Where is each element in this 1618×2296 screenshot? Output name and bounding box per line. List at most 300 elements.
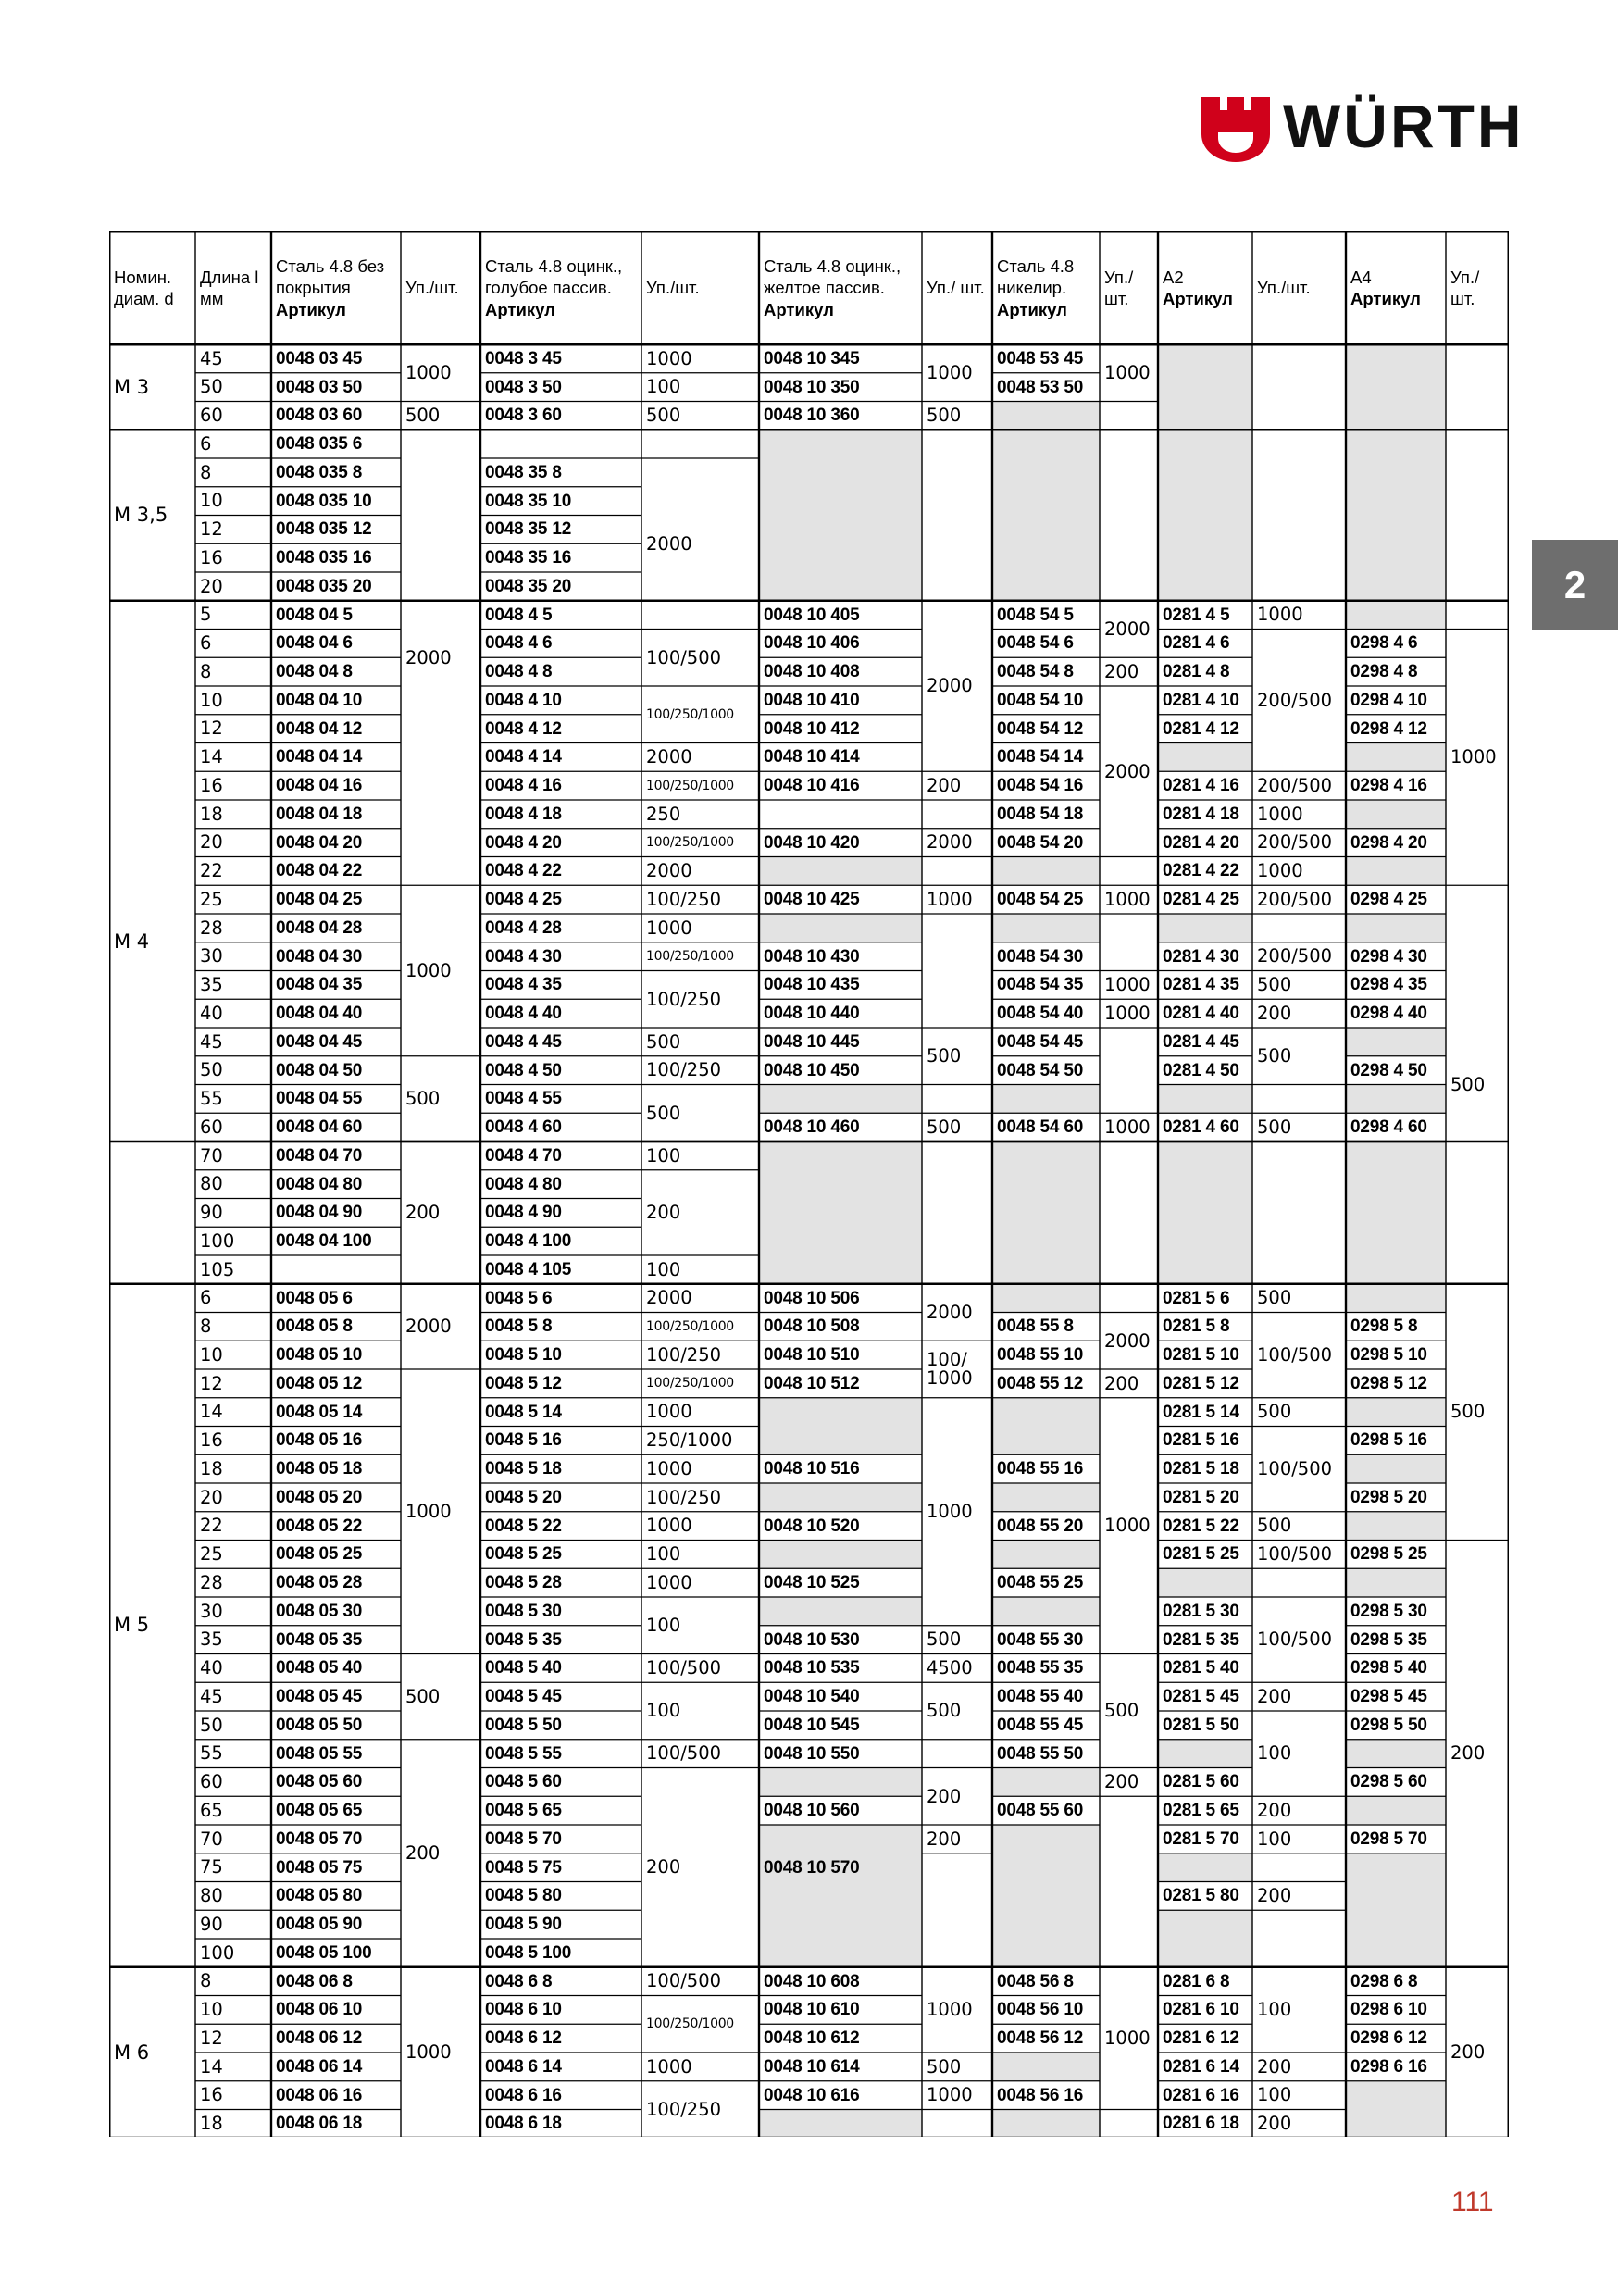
article-nickel-cell: 0048 55 60 — [997, 1801, 1084, 1821]
article-blue-cell: 0048 6 14 — [485, 2056, 562, 2077]
header-article-label: Артикул — [1163, 289, 1233, 308]
gray-empty-cell — [1158, 1853, 1252, 1882]
article-a4-cell: 0298 4 12 — [1350, 718, 1427, 739]
article-blue-cell: 0048 5 25 — [485, 1544, 562, 1565]
article-nickel-cell: 0048 53 50 — [997, 377, 1084, 397]
article-a2-cell: 0281 5 30 — [1163, 1601, 1239, 1621]
length-cell: 16 — [200, 774, 223, 796]
article-blue-cell: 0048 4 10 — [485, 690, 562, 710]
article-steel-cell: 0048 035 10 — [276, 491, 372, 511]
article-blue-cell: 0048 4 12 — [485, 718, 562, 739]
length-cell: 16 — [200, 546, 223, 568]
length-cell: 35 — [200, 1628, 223, 1651]
article-steel-cell: 0048 06 14 — [276, 2056, 363, 2077]
pack-qty-cell: 200 — [927, 1828, 962, 1850]
article-nickel-cell: 0048 54 8 — [997, 662, 1074, 682]
header-cell — [1100, 231, 1158, 344]
pack-qty-cell: 1000 — [405, 1501, 452, 1522]
header-text — [1163, 267, 1233, 309]
article-a4-cell: 0298 5 50 — [1350, 1715, 1427, 1735]
gray-empty-cell — [1346, 1085, 1446, 1114]
article-yellow-cell: 0048 10 614 — [764, 2056, 860, 2077]
length-cell: 10 — [200, 490, 223, 512]
gray-empty-cell — [1346, 1796, 1446, 1825]
header-text — [405, 277, 459, 298]
length-cell: 6 — [200, 1287, 212, 1309]
length-cell: 20 — [200, 1486, 223, 1508]
article-blue-cell: 0048 5 18 — [485, 1459, 562, 1479]
article-steel-cell: 0048 04 6 — [276, 633, 353, 654]
pack-qty-cell: 100 — [646, 1700, 681, 1722]
article-blue-cell: 0048 35 20 — [485, 576, 572, 596]
section-tab[interactable]: 2 — [1532, 540, 1618, 630]
article-nickel-cell: 0048 54 40 — [997, 1004, 1084, 1024]
article-a2-cell: 0281 4 18 — [1163, 804, 1239, 824]
pack-qty-cell: 200 — [1257, 1799, 1292, 1821]
product-table — [109, 231, 1509, 2137]
article-a2-cell: 0281 4 12 — [1163, 718, 1239, 739]
article-blue-cell: 0048 35 12 — [485, 519, 572, 540]
pack-qty-cell: 200 — [1257, 1685, 1292, 1707]
article-a2-cell: 0281 5 25 — [1163, 1544, 1239, 1565]
length-cell: 8 — [200, 461, 212, 483]
pack-qty-cell: 100/500 — [646, 1657, 722, 1679]
article-steel-cell: 0048 06 18 — [276, 2114, 363, 2134]
pack-qty-cell: 200 — [1257, 2113, 1292, 2135]
gray-empty-cell — [992, 1398, 1100, 1455]
article-steel-cell: 0048 05 45 — [276, 1687, 363, 1707]
length-cell: 65 — [200, 1799, 223, 1821]
pack-qty-cell: 500 — [1104, 1700, 1139, 1722]
article-nickel-cell: 0048 54 10 — [997, 690, 1084, 710]
gray-empty-cell — [992, 1597, 1100, 1626]
article-a4-cell: 0298 4 20 — [1350, 832, 1427, 853]
article-blue-cell: 0048 5 70 — [485, 1828, 562, 1849]
pack-qty-cell: 100/250 — [646, 1343, 722, 1366]
header-label: Уп./шт. — [1257, 278, 1311, 298]
pack-qty-cell: 2000 — [927, 1301, 973, 1323]
pack-qty-cell: 200 — [1450, 2041, 1486, 2064]
article-steel-cell: 0048 04 60 — [276, 1117, 363, 1138]
pack-qty-cell: 1000 — [1104, 2027, 1151, 2049]
length-cell: 50 — [200, 1714, 223, 1736]
article-a2-cell: 0281 5 80 — [1163, 1886, 1239, 1906]
article-yellow-cell: 0048 10 435 — [764, 975, 860, 995]
article-yellow-cell: 0048 10 560 — [764, 1801, 860, 1821]
length-cell: 12 — [200, 1372, 223, 1394]
article-steel-cell: 0048 04 14 — [276, 747, 363, 767]
gray-empty-cell — [759, 857, 922, 886]
gray-empty-cell — [1346, 2081, 1446, 2137]
gray-empty-cell — [1158, 743, 1252, 772]
article-a2-cell: 0281 5 35 — [1163, 1629, 1239, 1650]
header-text — [764, 256, 918, 319]
article-blue-cell: 0048 4 18 — [485, 804, 562, 824]
gray-empty-cell — [1346, 800, 1446, 829]
length-cell: 12 — [200, 718, 223, 740]
article-steel-cell: 0048 04 16 — [276, 776, 363, 796]
length-cell: 22 — [200, 1515, 223, 1537]
article-yellow-cell: 0048 10 412 — [764, 718, 860, 739]
article-blue-cell: 0048 5 60 — [485, 1772, 562, 1792]
article-steel-cell: 0048 05 30 — [276, 1601, 363, 1621]
length-cell: 60 — [200, 1116, 223, 1138]
article-steel-cell: 0048 06 8 — [276, 1971, 353, 1991]
gray-empty-cell — [1346, 344, 1446, 630]
gray-empty-cell — [992, 857, 1100, 886]
gray-empty-cell — [992, 1825, 1100, 1967]
header-text — [1104, 267, 1154, 309]
article-blue-cell: 0048 5 20 — [485, 1487, 562, 1507]
pack-qty-cell: 100 — [646, 1258, 681, 1280]
gray-empty-cell — [1158, 1568, 1252, 1597]
header-label: Уп./ шт. — [1450, 267, 1480, 308]
pack-qty-cell: 500 — [1257, 1116, 1292, 1138]
header-article-label: Артикул — [764, 299, 834, 319]
pack-qty-cell: 500 — [405, 405, 441, 427]
article-blue-cell: 0048 4 35 — [485, 975, 562, 995]
header-cell — [195, 231, 271, 344]
article-a4-cell: 0298 5 35 — [1350, 1629, 1427, 1650]
article-steel-cell: 0048 04 12 — [276, 718, 363, 739]
pack-qty-cell: 200 — [405, 1842, 441, 1864]
page-number: 111 — [1451, 2187, 1494, 2217]
article-blue-cell: 0048 3 50 — [485, 377, 562, 397]
article-blue-cell: 0048 5 75 — [485, 1857, 562, 1878]
article-steel-cell: 0048 04 90 — [276, 1203, 363, 1223]
article-a2-cell: 0281 5 45 — [1163, 1687, 1239, 1707]
length-cell: 5 — [200, 604, 212, 626]
pack-qty-cell: 200/500 — [1257, 888, 1333, 910]
gray-empty-cell — [992, 1085, 1100, 1114]
pack-qty-cell: 1000 — [927, 1501, 973, 1522]
article-steel-cell: 0048 04 25 — [276, 890, 363, 910]
pack-qty-cell: 2000 — [646, 746, 692, 768]
article-a2-cell: 0281 6 12 — [1163, 2028, 1239, 2049]
length-cell: 80 — [200, 1885, 223, 1907]
length-cell: 50 — [200, 1059, 223, 1081]
article-a4-cell: 0298 4 25 — [1350, 890, 1427, 910]
header-cell — [992, 231, 1100, 344]
article-yellow-cell: 0048 10 410 — [764, 690, 860, 710]
pack-qty-cell: 1000 — [1257, 604, 1303, 626]
article-a2-cell: 0281 6 18 — [1163, 2114, 1239, 2134]
pack-qty-cell: 1000 — [646, 347, 692, 369]
pack-qty-cell: 500 — [927, 2055, 962, 2078]
length-cell: 50 — [200, 376, 223, 398]
article-blue-cell: 0048 4 5 — [485, 605, 553, 625]
article-blue-cell: 0048 6 12 — [485, 2028, 562, 2049]
article-nickel-cell: 0048 55 30 — [997, 1629, 1084, 1650]
article-steel-cell: 0048 04 70 — [276, 1145, 363, 1166]
article-yellow-cell: 0048 10 612 — [764, 2028, 860, 2049]
header-article-label: Артикул — [276, 299, 346, 319]
article-a2-cell: 0281 5 18 — [1163, 1459, 1239, 1479]
article-a4-cell: 0298 4 6 — [1350, 633, 1418, 654]
article-blue-cell: 0048 5 55 — [485, 1743, 562, 1764]
pack-qty-cell: 1000 — [646, 917, 692, 939]
gray-empty-cell — [1346, 1853, 1446, 1967]
article-blue-cell: 0048 4 70 — [485, 1145, 562, 1166]
article-yellow-cell: 0048 10 445 — [764, 1031, 860, 1052]
pack-qty-cell: 100/500 — [646, 646, 722, 668]
pack-qty-cell: 100/500 — [646, 1742, 722, 1765]
article-yellow-cell: 0048 10 545 — [764, 1715, 860, 1735]
pack-qty-cell: 100/500 — [646, 1970, 722, 1992]
article-nickel-cell: 0048 54 25 — [997, 890, 1084, 910]
article-a4-cell: 0298 4 40 — [1350, 1004, 1427, 1024]
gray-empty-cell — [759, 430, 922, 601]
article-steel-cell: 0048 05 80 — [276, 1886, 363, 1906]
article-blue-cell: 0048 5 8 — [485, 1316, 553, 1337]
pack-qty-cell: 1000 — [646, 1571, 692, 1593]
gray-empty-cell — [759, 1483, 922, 1512]
article-yellow-cell: 0048 10 430 — [764, 946, 860, 967]
header-text — [646, 277, 700, 298]
article-blue-cell: 0048 4 14 — [485, 747, 562, 767]
article-blue-cell: 0048 5 14 — [485, 1402, 562, 1422]
header-text — [114, 267, 192, 309]
gray-empty-cell — [1158, 1142, 1252, 1284]
gray-empty-cell — [1158, 1740, 1252, 1768]
pack-qty-cell: 1000 — [646, 2055, 692, 2078]
gray-empty-cell — [1346, 1142, 1446, 1313]
gray-empty-cell — [759, 1085, 922, 1114]
article-steel-cell: 0048 03 60 — [276, 406, 363, 426]
pack-qty-cell: 2000 — [927, 675, 973, 697]
pack-qty-cell: 100/250 — [646, 1059, 722, 1081]
article-a2-cell: 0281 5 60 — [1163, 1772, 1239, 1792]
pack-qty-cell: 1000 — [646, 1515, 692, 1537]
article-steel-cell: 0048 04 20 — [276, 832, 363, 853]
article-steel-cell: 0048 05 70 — [276, 1828, 363, 1849]
article-a4-cell: 0298 5 30 — [1350, 1601, 1427, 1621]
article-a2-cell: 0281 4 5 — [1163, 605, 1230, 625]
pack-qty-cell: 200 — [1104, 1771, 1139, 1793]
article-steel-cell: 0048 06 10 — [276, 2000, 363, 2020]
gray-empty-cell — [1346, 743, 1446, 772]
article-steel-cell: 0048 04 10 — [276, 690, 363, 710]
length-cell: 14 — [200, 2055, 223, 2078]
pack-qty-cell: 200 — [1257, 1002, 1292, 1024]
length-cell: 90 — [200, 1913, 223, 1935]
article-steel-cell: 0048 05 50 — [276, 1715, 363, 1735]
article-nickel-cell: 0048 56 8 — [997, 1971, 1074, 1991]
article-blue-cell: 0048 4 22 — [485, 861, 562, 881]
header-text — [200, 267, 268, 309]
pack-qty-cell: 100 — [646, 1615, 681, 1636]
article-steel-cell: 0048 035 20 — [276, 576, 372, 596]
pack-qty-cell: 1000 — [1104, 888, 1151, 910]
pack-qty-cell: 2000 — [646, 1287, 692, 1309]
pack-qty-cell: 1000 — [1104, 1002, 1151, 1024]
article-blue-cell: 0048 5 35 — [485, 1629, 562, 1650]
article-blue-cell: 0048 4 6 — [485, 633, 553, 654]
pack-qty-cell: 100/250/1000 — [646, 1318, 734, 1334]
pack-qty-cell: 2000 — [405, 646, 452, 668]
article-steel-cell: 0048 05 20 — [276, 1487, 363, 1507]
article-blue-cell: 0048 4 80 — [485, 1174, 562, 1194]
article-steel-cell: 0048 05 40 — [276, 1658, 363, 1678]
article-a2-cell: 0281 4 25 — [1163, 890, 1239, 910]
article-steel-cell: 0048 035 12 — [276, 519, 372, 540]
article-a2-cell: 0281 5 22 — [1163, 1516, 1239, 1536]
length-cell: 12 — [200, 518, 223, 541]
pack-qty-cell: 200 — [646, 1202, 681, 1224]
article-steel-cell: 0048 04 22 — [276, 861, 363, 881]
length-cell: 80 — [200, 1173, 223, 1195]
article-yellow-cell: 0048 10 405 — [764, 605, 860, 625]
pack-qty-cell: 100/250 — [646, 2098, 722, 2120]
pack-qty-cell: 2000 — [646, 860, 692, 882]
length-cell: 20 — [200, 831, 223, 854]
pack-qty-cell: 100 — [646, 376, 681, 398]
article-steel-cell: 0048 04 100 — [276, 1231, 372, 1252]
length-cell: 20 — [200, 575, 223, 597]
article-blue-cell: 0048 4 25 — [485, 890, 562, 910]
article-blue-cell: 0048 5 50 — [485, 1715, 562, 1735]
article-blue-cell: 0048 5 40 — [485, 1658, 562, 1678]
gray-empty-cell — [992, 1142, 1100, 1313]
article-steel-cell: 0048 05 100 — [276, 1942, 372, 1963]
pack-qty-cell: 200/500 — [1257, 831, 1333, 854]
pack-qty-cell: 250/1000 — [646, 1429, 733, 1452]
gray-empty-cell — [992, 2110, 1100, 2138]
header-cell — [759, 231, 922, 344]
length-cell: 12 — [200, 2027, 223, 2049]
article-steel-cell: 0048 05 60 — [276, 1772, 363, 1792]
length-cell: 6 — [200, 432, 212, 455]
article-a2-cell: 0281 6 8 — [1163, 1971, 1230, 1991]
article-blue-cell: 0048 4 90 — [485, 1203, 562, 1223]
article-a2-cell: 0281 4 6 — [1163, 633, 1230, 654]
article-a2-cell: 0281 5 20 — [1163, 1487, 1239, 1507]
length-cell: 16 — [200, 1429, 223, 1452]
article-a2-cell: 0281 4 45 — [1163, 1031, 1239, 1052]
article-steel-cell: 0048 04 55 — [276, 1089, 363, 1109]
pack-qty-cell: 2000 — [927, 831, 973, 854]
article-a2-cell: 0281 6 16 — [1163, 2085, 1239, 2105]
length-cell: 40 — [200, 1657, 223, 1679]
article-a4-cell: 0298 5 25 — [1350, 1544, 1427, 1565]
article-steel-cell: 0048 04 45 — [276, 1031, 363, 1052]
pack-qty-cell: 500 — [927, 1045, 962, 1067]
article-steel-cell: 0048 04 80 — [276, 1174, 363, 1194]
pack-qty-cell: 100/250/1000 — [646, 706, 734, 722]
article-a2-cell: 0281 5 40 — [1163, 1658, 1239, 1678]
article-a2-cell: 0281 6 14 — [1163, 2056, 1239, 2077]
article-yellow-cell: 0048 10 414 — [764, 747, 860, 767]
article-a2-cell: 0281 4 30 — [1163, 946, 1239, 967]
header-label: Сталь 4.8 оцинк., желтое пассив. — [764, 256, 902, 298]
gray-empty-cell — [992, 402, 1100, 601]
article-steel-cell: 0048 05 28 — [276, 1573, 363, 1593]
gray-empty-cell — [1346, 1740, 1446, 1768]
length-cell: 25 — [200, 888, 223, 910]
header-label: Сталь 4.8 оцинк., голубое пассив. — [485, 256, 623, 298]
article-steel-cell: 0048 05 25 — [276, 1544, 363, 1565]
article-a4-cell: 0298 5 16 — [1350, 1430, 1427, 1451]
pack-qty-cell: 100 — [646, 1543, 681, 1566]
header-cell — [922, 231, 992, 344]
article-blue-cell: 0048 5 65 — [485, 1801, 562, 1821]
article-a2-cell: 0281 5 10 — [1163, 1345, 1239, 1366]
pack-qty-cell: 2000 — [405, 1316, 452, 1338]
pack-qty-cell: 200 — [1450, 1742, 1486, 1765]
gray-empty-cell — [1346, 857, 1446, 886]
length-cell: 18 — [200, 803, 223, 825]
article-blue-cell: 0048 5 10 — [485, 1345, 562, 1366]
article-nickel-cell: 0048 55 20 — [997, 1516, 1084, 1536]
article-steel-cell: 0048 04 50 — [276, 1060, 363, 1080]
article-a2-cell: 0281 4 60 — [1163, 1117, 1239, 1138]
wurth-emblem-icon — [1201, 97, 1270, 162]
article-nickel-cell: 0048 54 12 — [997, 718, 1084, 739]
article-a4-cell: 0298 5 70 — [1350, 1828, 1427, 1849]
gray-empty-cell — [759, 1768, 922, 1797]
article-a2-cell: 0281 4 40 — [1163, 1004, 1239, 1024]
article-steel-cell: 0048 05 10 — [276, 1345, 363, 1366]
article-yellow-cell: 0048 10 440 — [764, 1004, 860, 1024]
article-a2-cell: 0281 5 16 — [1163, 1430, 1239, 1451]
article-a4-cell: 0298 4 8 — [1350, 662, 1418, 682]
length-cell: 40 — [200, 1002, 223, 1024]
article-blue-cell: 0048 5 16 — [485, 1430, 562, 1451]
pack-qty-cell: 200 — [927, 774, 962, 796]
article-blue-cell: 0048 35 16 — [485, 548, 572, 568]
gray-empty-cell — [992, 1768, 1100, 1797]
gray-empty-cell — [759, 1142, 922, 1284]
header-label: Номин. диам. d — [114, 267, 174, 308]
article-blue-cell: 0048 4 28 — [485, 917, 562, 938]
length-cell: 70 — [200, 1144, 223, 1167]
article-nickel-cell: 0048 55 8 — [997, 1316, 1074, 1337]
header-cell — [1346, 231, 1446, 344]
article-a4-cell: 0298 6 10 — [1350, 2000, 1427, 2020]
article-yellow-cell: 0048 10 530 — [764, 1629, 860, 1650]
pack-qty-cell: 200/500 — [1257, 945, 1333, 967]
pack-qty-cell: 500 — [1257, 1045, 1292, 1067]
header-article-label: Артикул — [485, 299, 555, 319]
header-cell — [1252, 231, 1346, 344]
pack-qty-cell: 1000 — [1257, 803, 1303, 825]
article-a4-cell: 0298 4 60 — [1350, 1117, 1427, 1138]
header-label: Сталь 4.8 никелир. — [997, 256, 1075, 298]
article-blue-cell: 0048 4 100 — [485, 1231, 572, 1252]
article-yellow-cell: 0048 10 570 — [764, 1857, 860, 1878]
header-label: Уп./ шт. — [1104, 267, 1134, 308]
pack-qty-cell: 100/500 — [1257, 1457, 1333, 1479]
pack-qty-cell: 200 — [1257, 2055, 1292, 2078]
article-yellow-cell: 0048 10 420 — [764, 832, 860, 853]
article-a2-cell: 0281 4 20 — [1163, 832, 1239, 853]
article-nickel-cell: 0048 54 30 — [997, 946, 1084, 967]
gray-empty-cell — [1158, 1085, 1252, 1114]
header-text — [276, 256, 397, 319]
header-cell — [109, 231, 195, 344]
article-blue-cell: 0048 6 16 — [485, 2085, 562, 2105]
length-cell: 70 — [200, 1828, 223, 1850]
article-steel-cell: 0048 03 45 — [276, 348, 363, 368]
pack-qty-cell: 100/250/1000 — [646, 778, 734, 793]
article-nickel-cell: 0048 56 16 — [997, 2085, 1084, 2105]
pack-qty-cell: 500 — [927, 405, 962, 427]
pack-qty-cell: 200/500 — [1257, 689, 1333, 711]
article-a2-cell: 0281 4 35 — [1163, 975, 1239, 995]
pack-qty-cell: 1000 — [646, 1457, 692, 1479]
article-nickel-cell: 0048 54 50 — [997, 1060, 1084, 1080]
article-nickel-cell: 0048 56 12 — [997, 2028, 1084, 2049]
